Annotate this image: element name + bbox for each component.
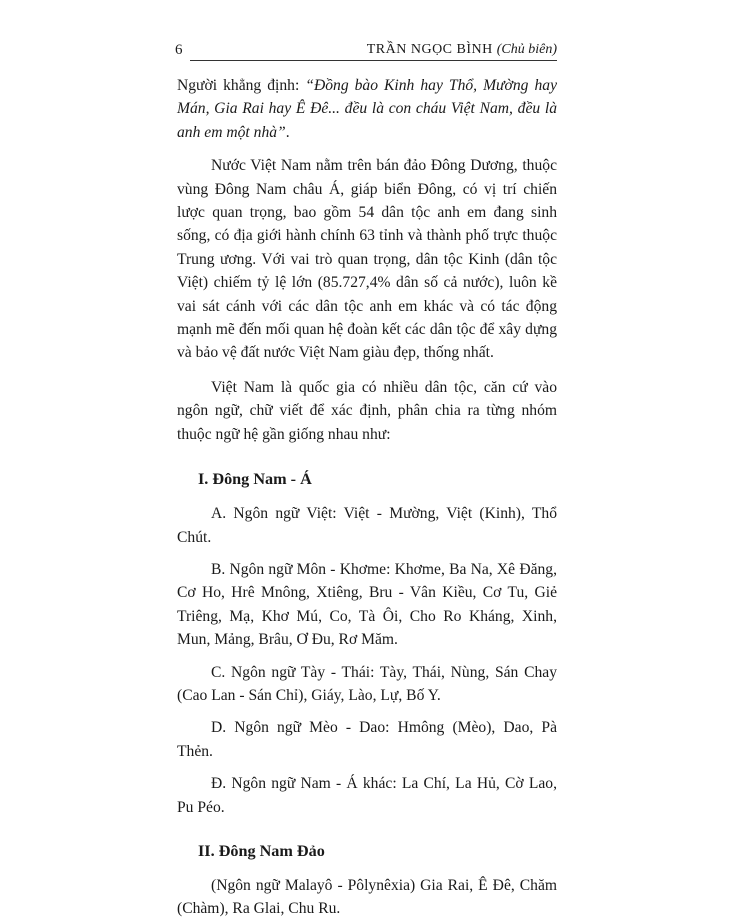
quote-lead: Người khẳng định: <box>177 77 306 94</box>
section-heading-southeast-asia: I. Đông Nam - Á <box>198 470 312 489</box>
header-rule <box>190 60 557 61</box>
quote-text: “Đồng bào Kinh hay Thổ, Mường hay Mán, Gia Rai hay Ê Đê... đều là con cháu Việt Nam, đều là anh em một nhà” <box>177 77 558 141</box>
editor-note: (Chủ biên) <box>496 42 557 57</box>
author-name: TRẦN NGỌC BÌNH <box>366 42 493 57</box>
section-heading-austronesian: II. Đông Nam Đảo <box>198 841 325 860</box>
list-item: B. Ngôn ngữ Môn - Khơme: Khơme, Ba Na, Xê Đăng, Cơ Ho, Hrê Mnông, Xtiêng, Bru - Vân Kiều, Cơ Tu, Giẻ Triêng, Mạ, Khơ Mú, Co, Tà Ôi, Cho Ro Kháng, Xinh, Mun, Mảng, Brâu, Ơ Đu, Rơ Măm. <box>177 560 557 649</box>
list-item: (Ngôn ngữ Malayô - Pôlynêxia) Gia Rai, Ê Đê, Chăm (Chàm), Ra Glai, Chu Ru. <box>177 876 557 918</box>
list-item: Đ. Ngôn ngữ Nam - Á khác: La Chí, La Hủ, Cờ Lao, Pu Péo. <box>177 775 557 816</box>
page-header <box>175 40 557 60</box>
paragraph-geography: Nước Việt Nam nằm trên bán đảo Đông Dương, thuộc vùng Đông Nam châu Á, giáp biển Đông, có vị trí chiến lược quan trọng, bao gồm 54 dân tộc anh em đang sinh sống, có địa giới hành chính 63 tỉnh và thành phố trực thuộc Trung ương. Với vai trò quan trọng, dân tộc Kinh (dân tộc Việt) chiếm tỷ lệ lớn (85.727,4% dân số cả nước), luôn kề vai sát cánh với các dân tộc anh em khác và có tác động mạnh mẽ đến mối quan hệ đoàn kết các dân tộc để xây dựng và bảo vệ đất nước Việt Nam giàu đẹp, thống nhất. <box>177 157 557 362</box>
page-number: 6 <box>175 42 183 58</box>
list-item: C. Ngôn ngữ Tày - Thái: Tày, Thái, Nùng, Sán Chay (Cao Lan - Sán Chỉ), Giáy, Lào, Lự, Bố Y. <box>177 663 557 704</box>
running-head <box>367 42 557 58</box>
quote-end: . <box>285 123 290 141</box>
page-body <box>177 74 557 921</box>
paragraph-quote <box>177 74 557 144</box>
paragraph-languages: Việt Nam là quốc gia có nhiều dân tộc, căn cứ vào ngôn ngữ, chữ viết để xác định, phân chia ra từng nhóm thuộc ngữ hệ gần giống nhau như: <box>177 378 557 443</box>
list-item: D. Ngôn ngữ Mèo - Dao: Hmông (Mèo), Dao, Pà Thẻn. <box>177 719 557 760</box>
list-item: A. Ngôn ngữ Việt: Việt - Mường, Việt (Kinh), Thổ Chút. <box>177 505 557 546</box>
